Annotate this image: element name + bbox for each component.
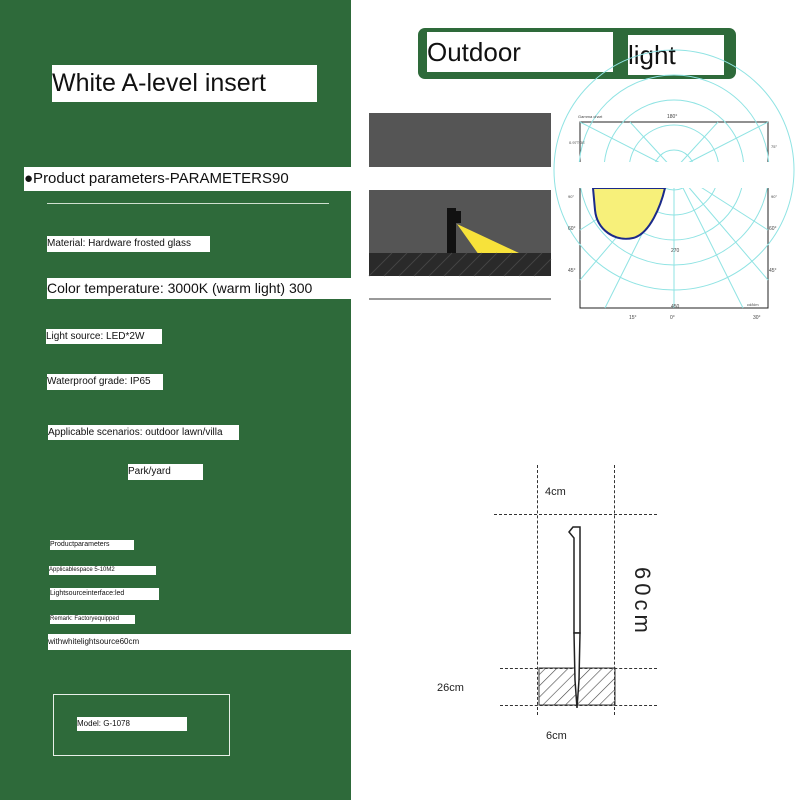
polar-label: 15°	[629, 315, 637, 321]
model-label: Model: G-1078	[77, 717, 187, 731]
left-panel	[0, 0, 351, 800]
dim-guide-top	[494, 514, 657, 515]
stake-head-icon	[569, 527, 580, 633]
title-word-outdoor: Outdoor	[427, 32, 613, 72]
polar-label: 60°	[769, 226, 777, 232]
polar-distribution-chart	[568, 110, 778, 322]
lamp-head-icon	[453, 211, 461, 223]
beam-gap	[369, 177, 551, 189]
param-color-temperature: Color temperature: 3000K (warm light) 300	[47, 278, 351, 299]
small-param-remark: Remark: Factoryequipped	[50, 615, 135, 624]
dim-width-top: 4cm	[545, 486, 566, 498]
small-param-interface: Lightsourceinterface:led	[50, 588, 159, 600]
dim-height: 60cm	[630, 567, 655, 637]
beam-top-panel	[369, 113, 551, 167]
stake-drawing	[535, 520, 620, 720]
polar-label: 270	[671, 248, 680, 254]
polar-unit: cd/klm	[747, 302, 759, 307]
param-light-source: Light source: LED*2W	[46, 329, 162, 344]
param-material: Material: Hardware frosted glass	[47, 236, 210, 252]
param-scenarios-cont: Park/yard	[128, 464, 203, 480]
polar-label: 450	[671, 304, 680, 310]
title-word-light: light	[628, 35, 724, 75]
polar-top-label: 180°	[667, 114, 678, 120]
polar-side-label: 0.97TOE	[569, 140, 585, 145]
polar-label: 0°	[670, 315, 675, 321]
polar-label: 45°	[769, 268, 777, 274]
param-waterproof: Waterproof grade: IP65	[47, 374, 163, 390]
lamp-beam-illustration	[369, 113, 551, 303]
dim-width-bottom: 6cm	[546, 730, 567, 742]
chart-overlay-band	[575, 162, 775, 188]
dim-depth: 26cm	[437, 682, 464, 694]
small-param-space: Applicablespace 5-10M2	[49, 566, 156, 575]
small-param-heading: Productparameters	[50, 540, 134, 550]
page-title: White A-level insert	[52, 65, 317, 102]
polar-title: Gamma chart	[578, 114, 603, 119]
param-scenarios: Applicable scenarios: outdoor lawn/villa	[48, 425, 239, 440]
polar-label: 30°	[753, 315, 761, 321]
polar-label: 90°	[568, 194, 575, 199]
small-param-remark-cont: withwhitelightsource60cm	[48, 634, 351, 650]
polar-label: 75°	[771, 144, 778, 149]
heading-divider	[47, 203, 329, 204]
polar-label: 60°	[568, 226, 576, 232]
polar-label: 45°	[568, 268, 576, 274]
polar-label: 90°	[771, 194, 778, 199]
params-heading: ●Product parameters-PARAMETERS90	[24, 167, 351, 191]
